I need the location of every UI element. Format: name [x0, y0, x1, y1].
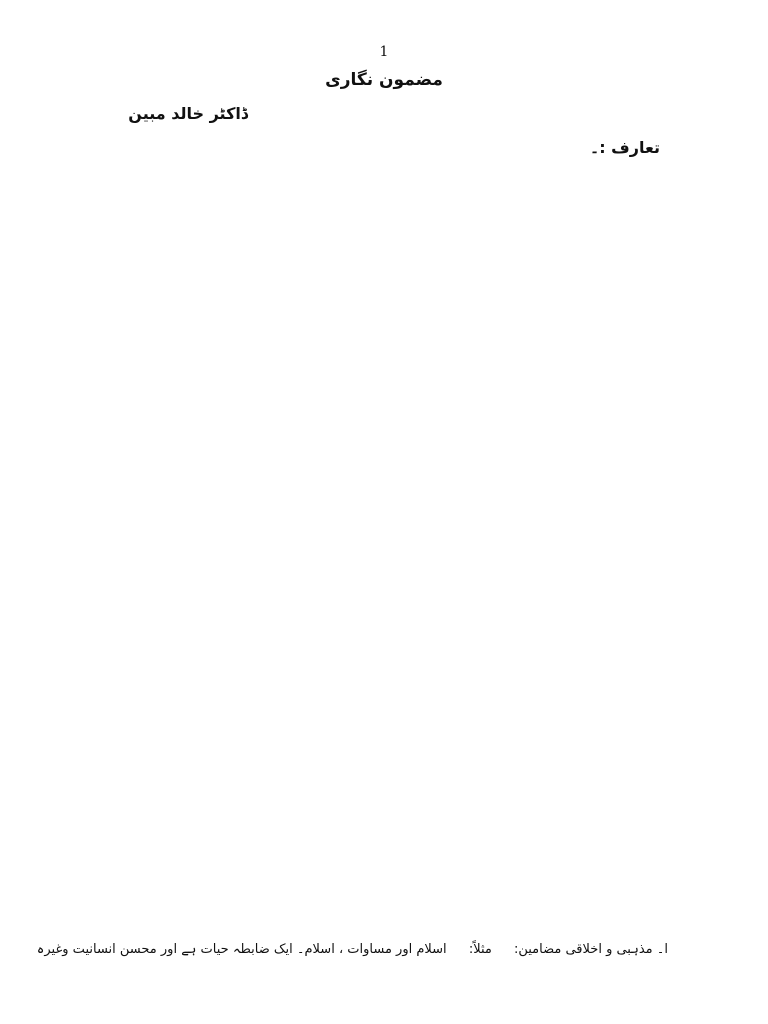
body-paragraph — [108, 796, 668, 936]
body-paragraph — [108, 488, 668, 788]
list-item-example: اسلام اور مساوات ، اسلام۔ ایک ضابطہ حیات ہے اور محسن انسانیت وغیرہ — [36, 942, 447, 957]
author-name: ڈاکٹر خالد مبین — [128, 104, 248, 123]
body-paragraph — [108, 160, 668, 496]
page-title: مضمون نگاری — [325, 70, 443, 90]
list-item — [19, 942, 668, 957]
section-heading-introduction: تعارف :۔ — [589, 138, 660, 157]
list-item-example-label: مثلاً: — [468, 942, 492, 957]
page-number: 1 — [379, 44, 389, 60]
list-item-label: ا۔ مذہبی و اخلاقی مضامین: — [513, 942, 668, 957]
